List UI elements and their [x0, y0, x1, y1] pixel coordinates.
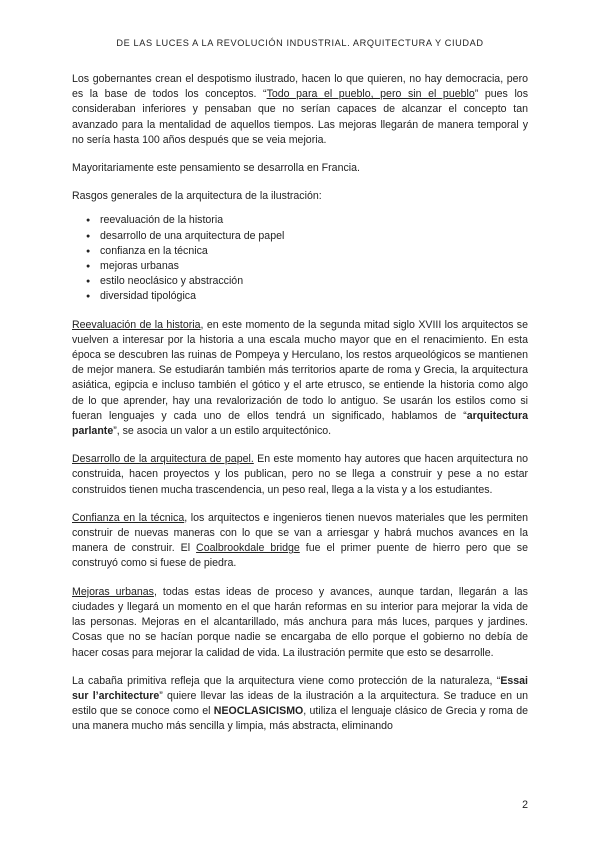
paragraph-despotismo	[72, 72, 528, 148]
list-item: ● desarrollo de una arquitectura de papel	[72, 229, 528, 244]
paragraph-rasgos-intro: Rasgos generales de la arquitectura de la ilustración:	[72, 190, 322, 203]
underlined-term: Coalbrookdale bridge	[196, 542, 300, 555]
underlined-quote: Todo para el pueblo, pero sin el pueblo	[266, 88, 475, 101]
bold-term: NEOCLASICISMO	[213, 705, 304, 718]
bold-term: arquitectura parlante	[72, 409, 528, 438]
list-item: ● mejoras urbanas	[72, 259, 528, 274]
text-span: , utiliza el lenguaje clásico de Grecia y roma de una manera mucho más sencilla y limpia, más abstracta, eliminando	[72, 705, 528, 733]
page-number: 2	[522, 799, 528, 811]
text-span: ” quiere llevar las ideas de la ilustración a la arquitectura. Se traduce en un estilo que se conoce como el	[72, 689, 528, 718]
list-item: ● estilo neoclásico y abstracción	[72, 274, 528, 289]
section-heading-underlined: Reevaluación de la historia	[72, 318, 201, 331]
paragraph-arquitectura-papel	[72, 452, 528, 498]
text-span: La cabaña primitiva refleja que la arquitectura viene como protección de la naturaleza, “	[72, 674, 501, 687]
paragraph-reevaluacion	[72, 318, 528, 440]
text-span: , los arquitectos e ingenieros tienen nuevos materiales que les permiten construir de nuevas maneras con lo que se van a arriesgar y habrá muchos avances en la manera de construir. El	[72, 511, 528, 555]
paragraph-cabana-primitiva	[72, 674, 528, 735]
rasgos-list	[72, 213, 528, 304]
paragraph-confianza-tecnica	[72, 511, 528, 572]
text-span: En este momento hay autores que hacen arquitectura no construida, hacen proyectos y los publican, pero no se llega a construir y pese a no estar construidos tienen mucha trascendencia, un peso real, llega a la vista y a los estudiantes.	[72, 453, 528, 496]
text-span: , en este momento de la segunda mitad siglo XVIII los arquitectos se vuelven a interesar por la historia a una escala mucho mayor que en el renacimiento. En esta época se descubren las ruinas de Pompeya y Herculano, los restos arqueológicos se mantienen de mejor manera. Se estudiarán también más territorios aparte de roma y Grecia, la arquitectura asiática, egipcia e incluso también el gótico y el arte etrusco, se entiende la historia como algo de lo que aprender, hay una revalorización de todo lo antiguo. Se usarán los estilos como si fueran lenguajes y cada uno de ellos tendrá un significado, hablamos de “	[72, 318, 528, 422]
running-header: DE LAS LUCES A LA REVOLUCIÓN INDUSTRIAL. ARQUITECTURA Y CIUDAD	[116, 38, 484, 48]
text-span: fue el primer puente de hierro pero que se construyó como si fuese de piedra.	[72, 542, 528, 570]
section-heading-underlined: Desarrollo de la arquitectura de papel.	[72, 453, 254, 466]
paragraph-mejoras-urbanas	[72, 585, 528, 661]
list-item: ● reevaluación de la historia	[72, 213, 528, 228]
list-item: ● confianza en la técnica	[72, 244, 528, 259]
text-span: ”, se asocia un valor a un estilo arquitectónico.	[113, 425, 332, 438]
page-content	[72, 72, 528, 748]
text-span: ” pues los consideraban inferiores y pensaban que no serían capaces de alcanzar el concepto tan avanzado para la mentalidad de aquellos tiempos. Las mejoras llegarán de manera temporal y no sería hasta 100 años después que se veia mejoria.	[72, 88, 528, 146]
section-heading-underlined: Confianza en la técnica	[72, 511, 185, 524]
section-heading-underlined: Mejoras urbanas	[72, 585, 154, 598]
list-item: ● diversidad tipológica	[72, 289, 528, 304]
bold-term: Essai sur l’architecture	[72, 674, 528, 702]
paragraph-francia: Mayoritariamente este pensamiento se desarrolla en Francia.	[72, 162, 360, 175]
text-span: , todas estas ideas de proceso y avances, aunque tardan, llegarán a las ciudades y llegará un momento en el que harán reformas en su interior para mejorar la vida de las personas. Mejoras en el alcantarillado, más anchura para más luces, parques y jardines. Cosas que no se hacían porque nadie se encargaba de ello porque el gobierno no debía de hacer cosas para mejorar la calidad de vida. La ilustración permite que esto se desarrolle.	[72, 585, 528, 659]
text-span: Los gobernantes crean el despotismo ilustrado, hacen lo que quieren, no hay democracia, pero es la base de todos los conceptos. “	[72, 73, 528, 101]
